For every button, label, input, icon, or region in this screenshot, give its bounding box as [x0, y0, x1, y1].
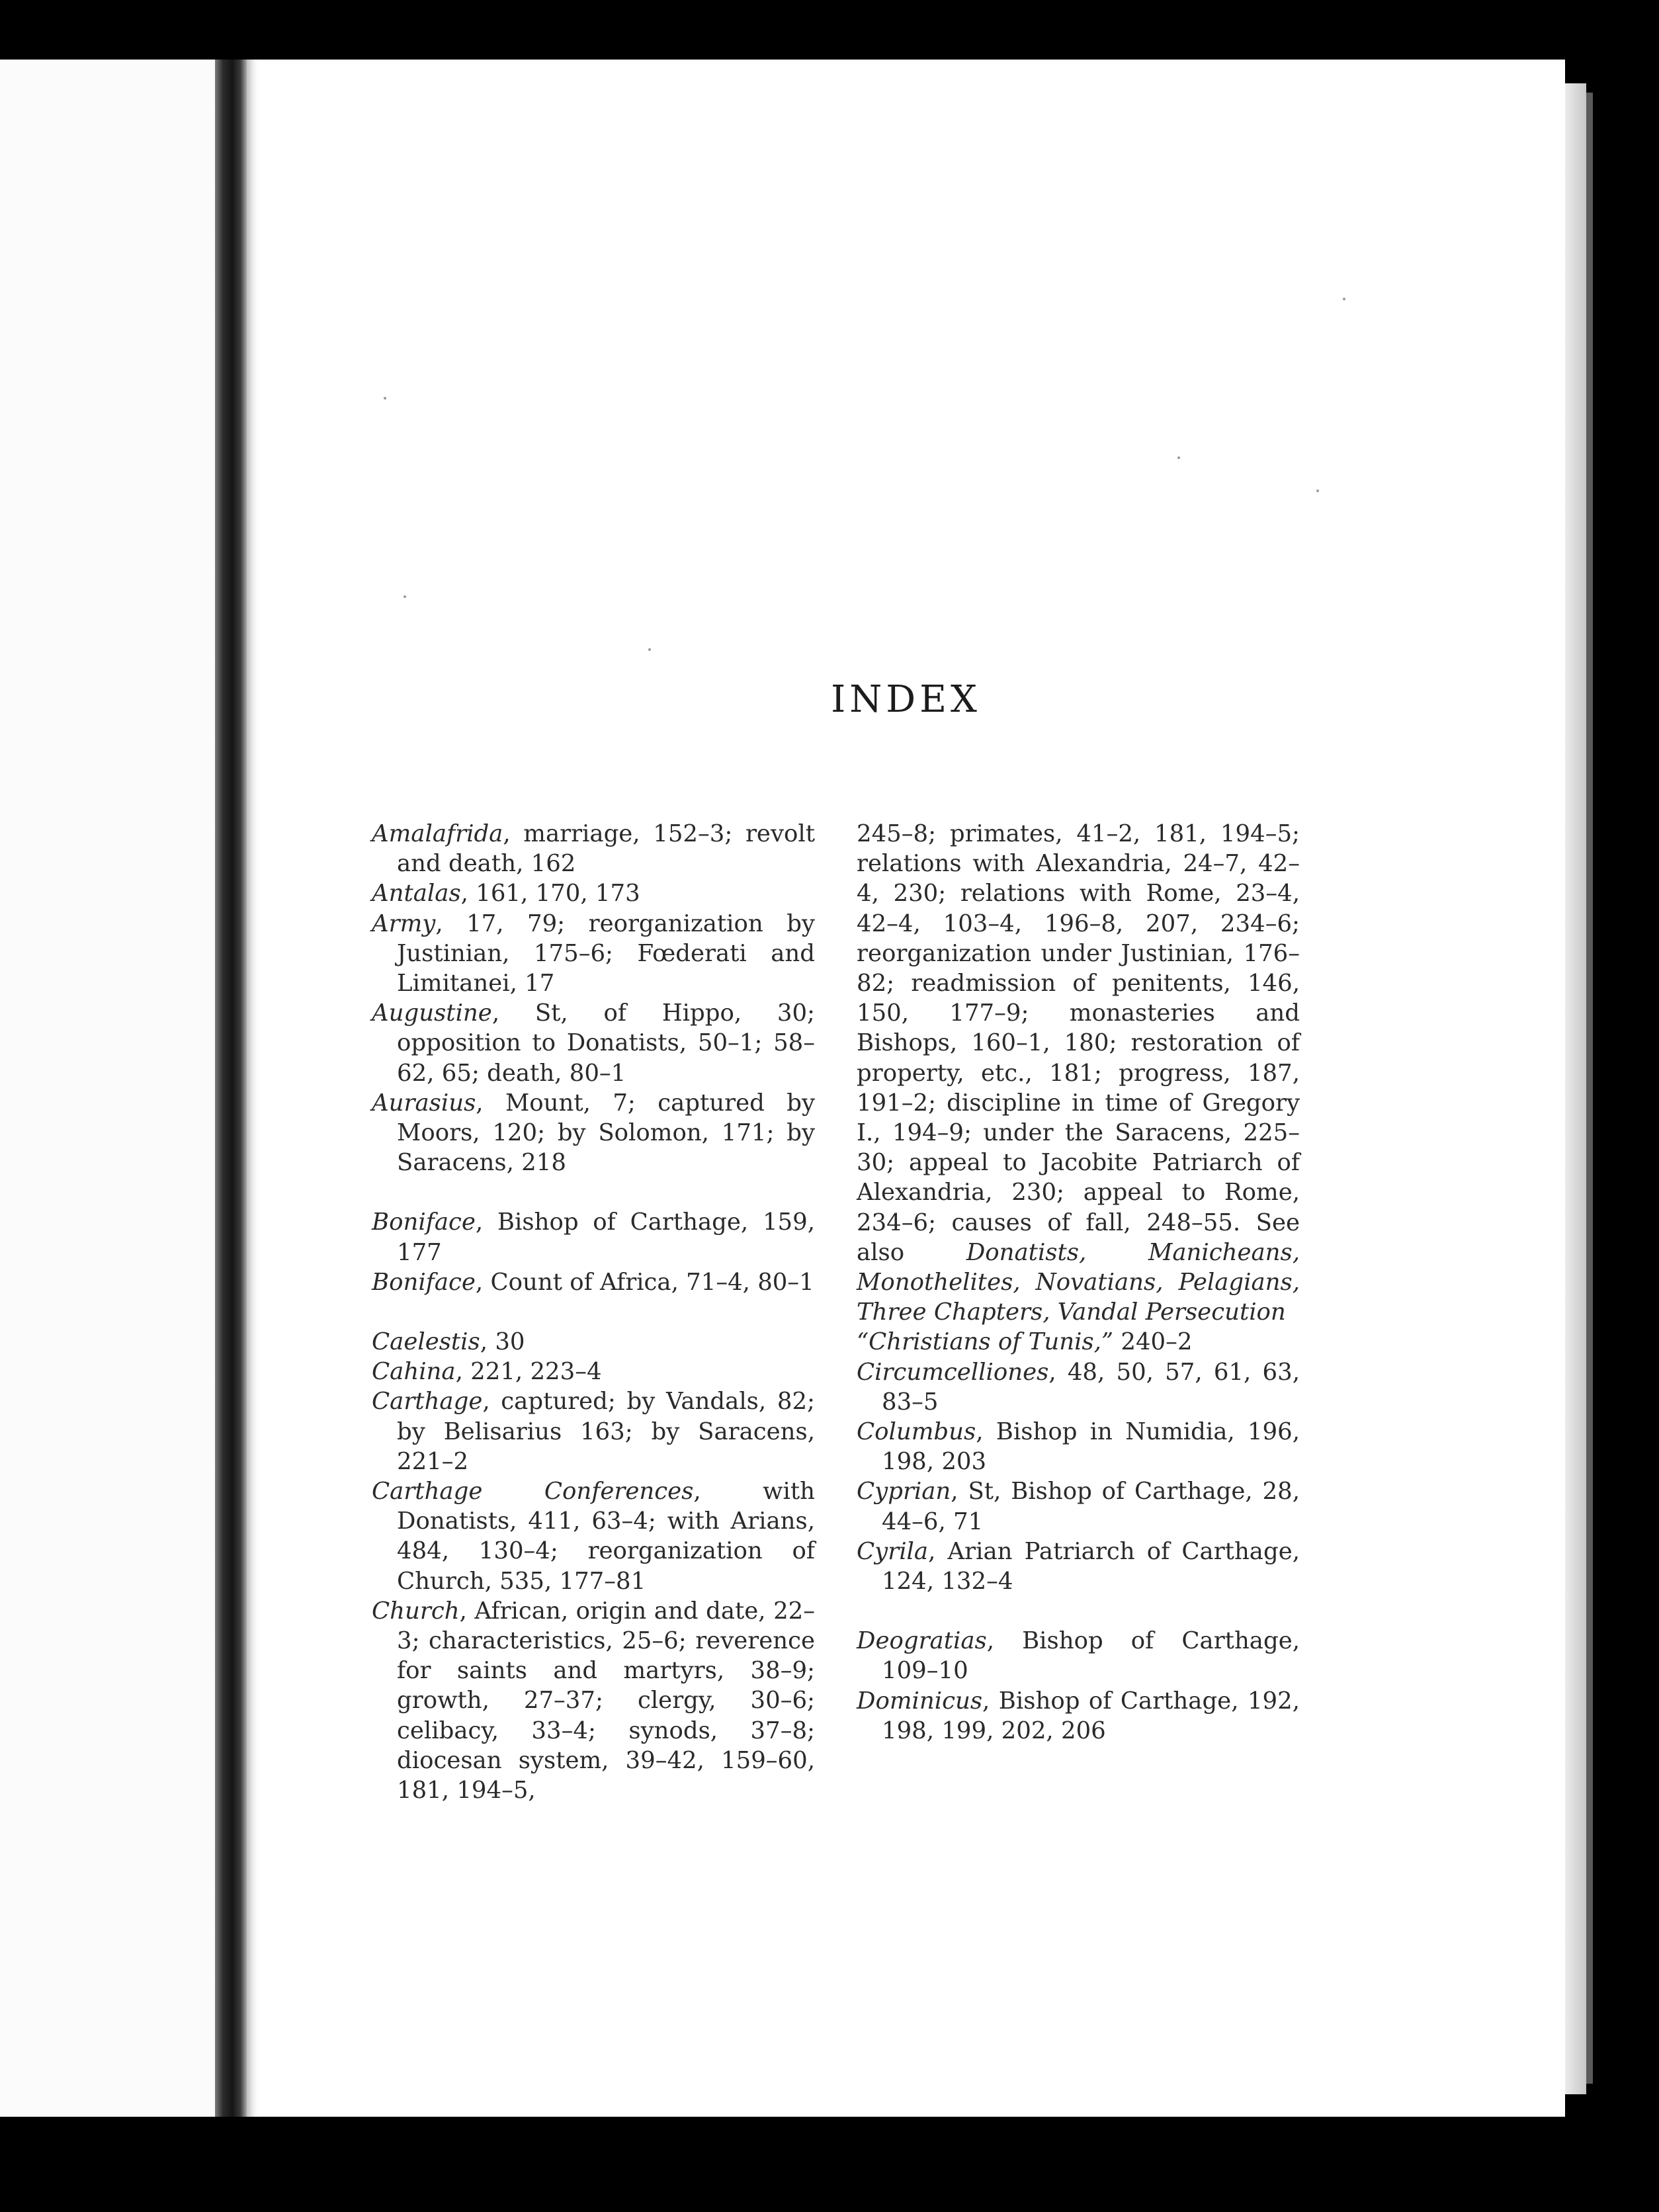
index-entry	[857, 1626, 1300, 1685]
entry-references: 245–8; primates, 41–2, 181, 194–5; relations with Alexandria, 24–7, 42–4, 230; relations with Rome, 23–4, 42–4, 103–4, 196–8, 207, 234–6; reorganization under Justinian, 176–82; readmission of penitents, 146, 150, 177–9; monasteries and Bishops, 160–1, 180; restoration of property, etc., 181; progress, 187, 191–2; discipline in time of Gregory I., 194–9; under the Saracens, 225–30; appeal to Jacobite Patriarch of Alexandria, 230; appeal to Rome, 234–6; causes of fall, 248–55. See also	[857, 820, 1300, 1266]
entry-heading: Dominicus	[857, 1687, 983, 1715]
entry-heading: Columbus	[857, 1418, 976, 1446]
index-entry	[857, 1537, 1300, 1596]
entry-heading: Caelestis	[372, 1328, 480, 1356]
index-entry	[372, 1207, 815, 1267]
index-entry	[372, 1386, 815, 1476]
index-entry	[372, 909, 815, 999]
index-column-right	[857, 819, 1300, 1746]
entry-heading: Deogratias	[857, 1627, 987, 1655]
page-title: INDEX	[831, 678, 981, 721]
index-entry	[857, 1476, 1300, 1536]
index-entry-continued	[857, 819, 1300, 1327]
entry-references: , 48, 50, 57, 61, 63, 83–5	[882, 1358, 1300, 1416]
index-entry	[857, 1417, 1300, 1476]
entry-references: , Bishop of Carthage, 192, 198, 199, 202, 206	[882, 1687, 1300, 1744]
entry-heading: Circumcelliones	[857, 1358, 1049, 1386]
entry-heading: Aurasius	[372, 1089, 476, 1117]
index-entry	[372, 998, 815, 1088]
entry-heading: Augustine	[372, 1000, 492, 1027]
entry-references: 240–2	[1113, 1328, 1193, 1356]
index-column-left	[372, 819, 815, 1805]
entry-references: , 221, 223–4	[455, 1358, 602, 1386]
index-entry	[857, 1357, 1300, 1417]
entry-references: , captured; by Vandals, 82; by Belisarius 163; by Saracens, 221–2	[397, 1388, 815, 1475]
entry-references: , with Donatists, 411, 63–4; with Arians, 484, 130–4; reorganization of Church, 535, 177–81	[397, 1478, 815, 1595]
entry-heading: Carthage	[372, 1388, 483, 1416]
scan-speck	[404, 595, 406, 598]
entry-heading: Antalas	[372, 880, 461, 908]
index-entry	[857, 1327, 1300, 1357]
facing-page-left	[0, 60, 218, 2117]
index-entry	[372, 878, 815, 908]
entry-references: , Bishop of Carthage, 159, 177	[397, 1209, 815, 1266]
index-entry	[372, 1327, 815, 1357]
entry-heading: Boniface	[372, 1268, 476, 1296]
entry-heading: Cahina	[372, 1358, 456, 1386]
entry-references: , Arian Patriarch of Carthage, 124, 132–4	[882, 1537, 1300, 1595]
entry-references: , Bishop in Numidia, 196, 198, 203	[882, 1418, 1300, 1476]
entry-heading: Cyprian	[857, 1478, 951, 1506]
index-entry	[372, 1476, 815, 1596]
entry-references: , 161, 170, 173	[460, 880, 640, 908]
index-entry	[372, 819, 815, 878]
scan-speck	[1177, 456, 1180, 459]
entry-heading: “Christians of Tunis,”	[857, 1328, 1114, 1356]
entry-heading: Church	[372, 1597, 460, 1625]
index-entry	[372, 1088, 815, 1178]
entry-references: , Count of Africa, 71–4, 80–1	[475, 1268, 814, 1296]
page-edge-shadow	[1586, 93, 1593, 2084]
entry-heading: Amalafrida	[372, 820, 503, 847]
entry-references: , marriage, 152–3; revolt and death, 162	[397, 820, 815, 878]
entry-references: , Mount, 7; captured by Moors, 120; by Solomon, 171; by Saracens, 218	[397, 1089, 815, 1177]
entry-references: , St, of Hippo, 30; opposition to Donatists, 50–1; 58–62, 65; death, 80–1	[397, 1000, 815, 1087]
entry-references: , 17, 79; reorganization by Justinian, 175–6; Fœderati and Limitanei, 17	[397, 910, 815, 998]
page-edge	[1565, 83, 1586, 2094]
scan-speck	[1343, 298, 1345, 300]
scan-speck	[384, 397, 386, 400]
entry-heading: Boniface	[372, 1209, 476, 1236]
entry-heading: Cyrila	[857, 1537, 929, 1565]
entry-references: , St, Bishop of Carthage, 28, 44–6, 71	[882, 1478, 1300, 1535]
entry-see-also: Donatists, Manicheans, Monothelites, Novatians, Pelagians, Three Chapters, Vandal Persecution	[857, 1238, 1300, 1326]
scan-speck	[648, 648, 651, 651]
entry-references: , African, origin and date, 22–3; characteristics, 25–6; reverence for saints and martyrs, 38–9; growth, 27–37; clergy, 30–6; celibacy, 33–4; synods, 37–8; diocesan system, 39–42, 159–60, 181, 194–5,	[397, 1597, 815, 1805]
book-gutter	[215, 60, 247, 2117]
index-entry	[857, 1686, 1300, 1746]
entry-references: , 30	[480, 1328, 525, 1356]
index-entry	[372, 1596, 815, 1805]
entry-heading: Carthage Conferences	[372, 1478, 694, 1506]
entry-references: , Bishop of Carthage, 109–10	[882, 1627, 1300, 1685]
entry-heading: Army	[372, 910, 436, 937]
scan-speck	[1316, 489, 1319, 492]
index-entry	[372, 1267, 815, 1297]
index-entry	[372, 1357, 815, 1386]
